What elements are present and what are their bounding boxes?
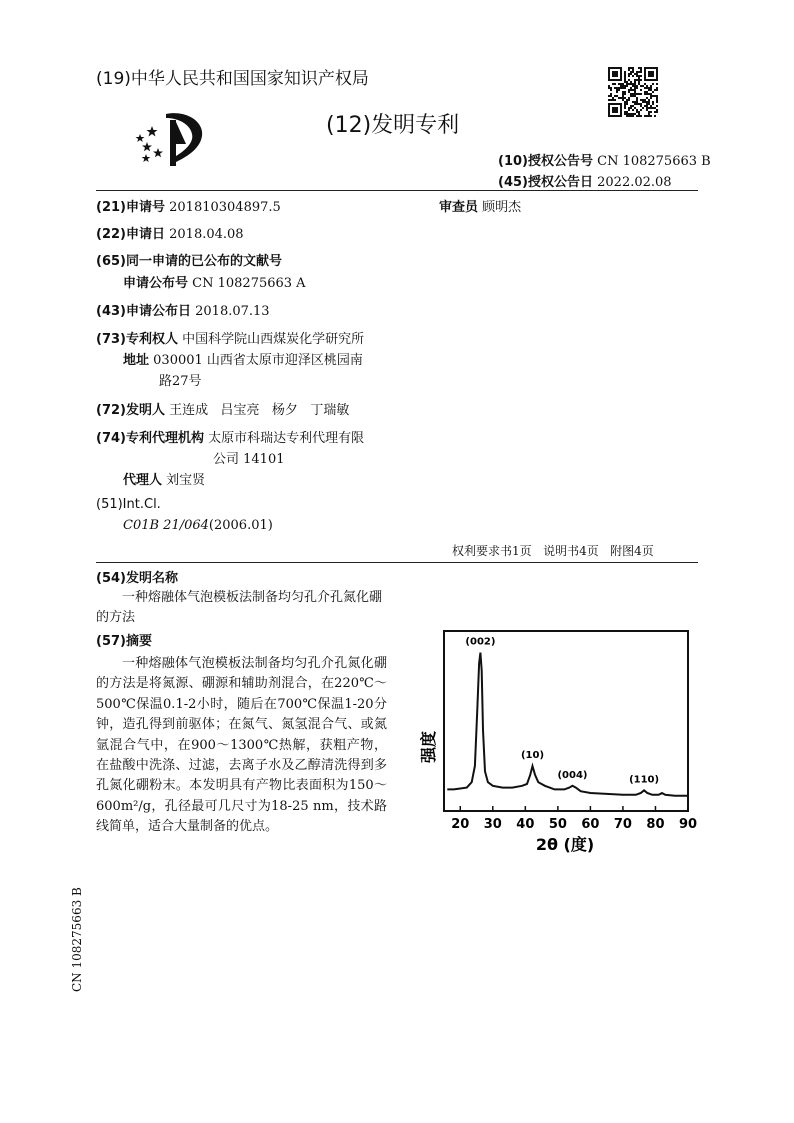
peak-labels [465, 637, 659, 786]
grant-pub-no: CN 108275663 B [597, 154, 711, 169]
header-divider [96, 190, 698, 191]
x-tick-label: 30 [483, 817, 502, 832]
publication-date-row [96, 300, 270, 319]
x-tick-label: 70 [613, 817, 632, 832]
intcl-version: (2006.01) [208, 518, 273, 533]
y-axis-label: 强度 [419, 730, 438, 764]
grant-pub-date: 2022.02.08 [597, 175, 672, 190]
qr-code [608, 67, 658, 117]
x-tick-label: 20 [451, 817, 470, 832]
agency-row [96, 427, 364, 446]
peak-label: (002) [465, 636, 496, 648]
title-label: (54)发明名称 [96, 571, 178, 586]
x-ticks [451, 806, 697, 832]
invention-title: 一种熔融体气泡模板法制备均匀孔介孔氮化硼的方法 [96, 590, 383, 626]
x-tick-label: 50 [548, 817, 567, 832]
patentee-label: (73)专利权人 [96, 332, 178, 347]
page-counts: 权利要求书1页 说明书4页 附图4页 [452, 544, 654, 558]
peak-label: (10) [520, 750, 545, 761]
prior-pub-no: CN 108275663 A [192, 276, 306, 291]
pub-date: 2018.07.13 [195, 304, 270, 319]
x-axis-label: 2θ (度) [535, 835, 595, 854]
agency-label: (74)专利代理机构 [96, 431, 204, 446]
address-label: 地址 [123, 353, 150, 368]
pub-date-label: (43)申请公布日 [96, 304, 191, 319]
grant-pub-date-label: (45)授权公告日 [498, 175, 593, 190]
x-tick-label: 60 [581, 817, 600, 832]
intcl-label: (51)Int.Cl. [96, 497, 161, 512]
patentee-row [96, 328, 364, 347]
address-row [123, 349, 363, 368]
examiner: 顾明杰 [482, 200, 522, 215]
inventors-row [96, 399, 349, 418]
app-date-label: (22)申请日 [96, 227, 165, 242]
document-kind: (12)发明专利 [326, 113, 460, 138]
application-date-row [96, 223, 244, 242]
agency-line1: 太原市科瑞达专利代理有限 [208, 431, 365, 446]
x-tick-label: 80 [646, 817, 665, 832]
agent: 刘宝贤 [166, 473, 206, 488]
grant-pub-date-row [498, 171, 672, 190]
office-name: (19)中华人民共和国国家知识产权局 [96, 69, 369, 89]
application-number-row [96, 196, 281, 215]
x-tick-label: 40 [516, 817, 535, 832]
abstract-label: (57)摘要 [96, 634, 152, 649]
intcl-code: C01B 21/064 [123, 518, 209, 533]
prior-publication-row [123, 272, 306, 291]
patentee: 中国科学院山西煤炭化学研究所 [182, 332, 365, 347]
app-date: 2018.04.08 [169, 227, 244, 242]
inventors-label: (72)发明人 [96, 403, 165, 418]
xrd-chart [400, 625, 700, 860]
intcl-row [123, 518, 273, 533]
agent-row [123, 469, 205, 488]
peak-label: (110) [629, 774, 660, 786]
side-document-code: CN 108275663 B [70, 887, 84, 992]
prior-pub-no-label: 申请公布号 [123, 276, 189, 291]
app-no-label: (21)申请号 [96, 200, 165, 215]
biblio-divider [96, 562, 698, 563]
x-tick-label: 90 [678, 817, 698, 832]
examiner-label: 审查员 [439, 200, 479, 215]
app-no: 201810304897.5 [169, 200, 281, 215]
address-line1: 030001 山西省太原市迎泽区桃园南 [153, 353, 363, 368]
agent-label: 代理人 [123, 473, 163, 488]
prior-publication-label: (65)同一申请的已公布的文献号 [96, 254, 282, 269]
grant-pub-no-row [498, 150, 711, 169]
cnipa-logo [132, 106, 208, 168]
peak-label: (004) [557, 769, 588, 781]
examiner-row [439, 196, 521, 215]
grant-pub-no-label: (10)授权公告号 [498, 154, 593, 169]
inventors: 王连成 吕宝亮 杨夕 丁瑞敏 [169, 403, 350, 418]
address-line2: 路27号 [159, 374, 202, 389]
abstract-text: 一种熔融体气泡模板法制备均匀孔介孔氮化硼的方法是将氮源、硼源和辅助剂混合，在220℃～500℃保温0.1-2小时，随后在700℃保温1-20分钟，造孔得到前驱体；在氮气、氮氢混合气、或氮氩混合气中，在900～1300℃热解，获粗产物，在盐酸中洗涤、过滤，去离子水及乙醇清洗得到多孔氮化硼粉末。本发明具有产物比表面积为150～600m²/g，孔径最可几尺寸为18-25 nm，技术路线简单，适合大量制备的优点。 [96, 656, 387, 835]
agency-line2: 公司 14101 [213, 452, 285, 467]
